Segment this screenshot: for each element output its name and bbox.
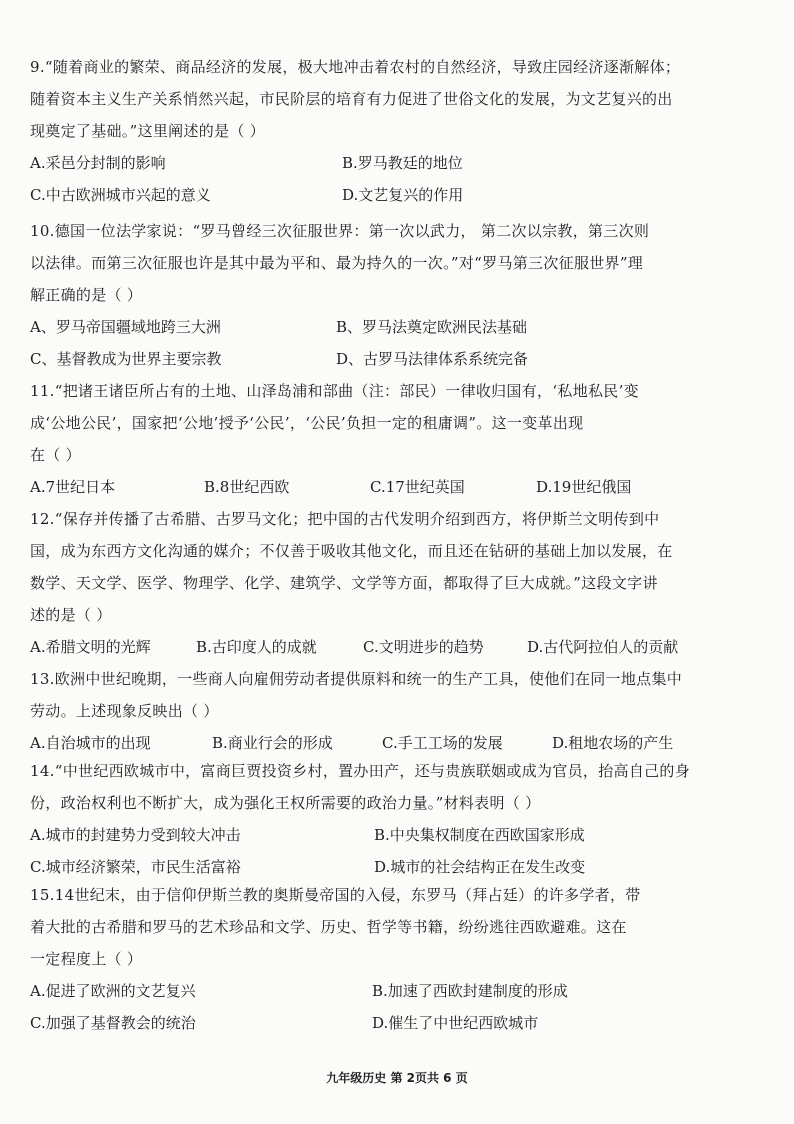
option-d: D.租地农场的产生 bbox=[552, 734, 674, 752]
options-row bbox=[30, 179, 774, 211]
question-stem-line: 国，成为东西方文化沟通的媒介；不仅善于吸收其他文化，而且还在钻研的基础上加以发展，在 bbox=[30, 542, 673, 560]
option-d: D.古代阿拉伯人的贡献 bbox=[527, 638, 679, 656]
options-row bbox=[30, 471, 774, 503]
question-stem-line: 12.“保存并传播了古希腊、古罗马文化；把中国的古代发明介绍到西方，将伊斯兰文明传到中 bbox=[30, 510, 660, 528]
option-a: A、罗马帝国疆域地跨三大洲 bbox=[30, 318, 221, 336]
question-stem-line: 着大批的古希腊和罗马的艺术珍品和文学、历史、哲学等书籍，纷纷逃往西欧避难。这在 bbox=[30, 918, 627, 936]
option-c: C.城市经济繁荣，市民生活富裕 bbox=[30, 858, 241, 876]
option-b: B、罗马法奠定欧洲民法基础 bbox=[336, 318, 528, 336]
question-stem-line: 现奠定了基础。”这里阐述的是（ ） bbox=[30, 122, 266, 140]
options-row bbox=[30, 631, 774, 663]
option-c: C.17世纪英国 bbox=[370, 478, 465, 496]
option-c: C.中古欧洲城市兴起的意义 bbox=[30, 186, 211, 204]
question-stem-line: 10.德国一位法学家说：“罗马曾经三次征服世界：第一次以武力， 第二次以宗教，第三次则 bbox=[30, 222, 650, 240]
question-stem-line: 数学、天文学、医学、物理学、化学、建筑学、文学等方面，都取得了巨大成就。”这段文字讲 bbox=[30, 574, 658, 592]
option-d: D.城市的社会结构正在发生改变 bbox=[374, 858, 586, 876]
option-b: B.商业行会的形成 bbox=[212, 734, 333, 752]
question-stem-line: 9.“随着商业的繁荣、商品经济的发展，极大地冲击着农村的自然经济，导致庄园经济逐渐解体； bbox=[30, 58, 681, 76]
option-d: D.文艺复兴的作用 bbox=[342, 186, 464, 204]
question-stem-line: 在（ ） bbox=[30, 446, 81, 464]
option-a: A.采邑分封制的影响 bbox=[30, 154, 166, 172]
option-a: A.城市的封建势力受到较大冲击 bbox=[30, 826, 241, 844]
question-9 bbox=[30, 51, 774, 211]
question-stem-line: 11.“把诸王诸臣所占有的土地、山泽岛浦和部曲（注：部民）一律收归国有，‘私地私民’变 bbox=[30, 382, 639, 400]
option-b: B.8世纪西欧 bbox=[204, 478, 290, 496]
question-stem-line: 述的是（ ） bbox=[30, 606, 112, 624]
option-c: C.手工工场的发展 bbox=[382, 734, 503, 752]
option-b: B.罗马教廷的地位 bbox=[342, 154, 463, 172]
option-c: C.加强了基督教会的统治 bbox=[30, 1014, 196, 1032]
question-14 bbox=[30, 755, 774, 883]
options-row bbox=[30, 1007, 774, 1039]
option-d: D.19世纪俄国 bbox=[536, 478, 632, 496]
option-d: D、古罗马法律体系系统完备 bbox=[336, 350, 529, 368]
option-a: A.自治城市的出现 bbox=[30, 734, 151, 752]
options-row bbox=[30, 819, 774, 851]
question-13 bbox=[30, 663, 774, 759]
question-stem-line: 14.“中世纪西欧城市中，富商巨贾投资乡村，置办田产，还与贵族联姻或成为官员，抬高自己的身 bbox=[30, 762, 691, 780]
question-stem-line: 份，政治权利也不断扩大，成为强化王权所需要的政治力量。”材料表明（ ） bbox=[30, 794, 541, 812]
question-stem-line: 13.欧洲中世纪晚期，一些商人向雇佣劳动者提供原料和统一的生产工具，使他们在同一地点集中 bbox=[30, 670, 683, 688]
question-10 bbox=[30, 215, 774, 375]
option-c: C、基督教成为世界主要宗教 bbox=[30, 350, 222, 368]
question-stem-line: 一定程度上（ ） bbox=[30, 950, 143, 968]
question-12 bbox=[30, 503, 774, 663]
question-stem-line: 解正确的是（ ） bbox=[30, 286, 143, 304]
option-b: B.古印度人的成就 bbox=[196, 638, 317, 656]
question-stem-line: 15.14世纪末，由于信仰伊斯兰教的奥斯曼帝国的入侵，东罗马（拜占廷）的许多学者，带 bbox=[30, 886, 641, 904]
options-row bbox=[30, 975, 774, 1007]
question-stem-line: 劳动。上述现象反映出（ ） bbox=[30, 702, 219, 720]
question-15 bbox=[30, 879, 774, 1039]
question-stem-line: 随着资本主义生产关系悄然兴起，市民阶层的培育有力促进了世俗文化的发展，为文艺复兴的出 bbox=[30, 90, 673, 108]
question-stem-line: 以法律。而第三次征服也许是其中最为平和、最为持久的一次。”对“罗马第三次征服世界”理 bbox=[30, 254, 644, 272]
options-row bbox=[30, 343, 774, 375]
page-footer: 九年级历史 第 2页共 6 页 bbox=[326, 1071, 468, 1085]
question-11 bbox=[30, 375, 774, 503]
options-row bbox=[30, 311, 774, 343]
options-row bbox=[30, 147, 774, 179]
option-c: C.文明进步的趋势 bbox=[363, 638, 484, 656]
option-b: B.中央集权制度在西欧国家形成 bbox=[374, 826, 585, 844]
option-b: B.加速了西欧封建制度的形成 bbox=[372, 982, 568, 1000]
option-a: A.促进了欧洲的文艺复兴 bbox=[30, 982, 196, 1000]
option-d: D.催生了中世纪西欧城市 bbox=[372, 1014, 539, 1032]
option-a: A.7世纪日本 bbox=[30, 478, 116, 496]
option-a: A.希腊文明的光辉 bbox=[30, 638, 151, 656]
question-stem-line: 成‘公地公民’，国家把‘公地’授予‘公民’，‘公民’负担一定的租庸调”。这一变革出现 bbox=[30, 414, 584, 432]
